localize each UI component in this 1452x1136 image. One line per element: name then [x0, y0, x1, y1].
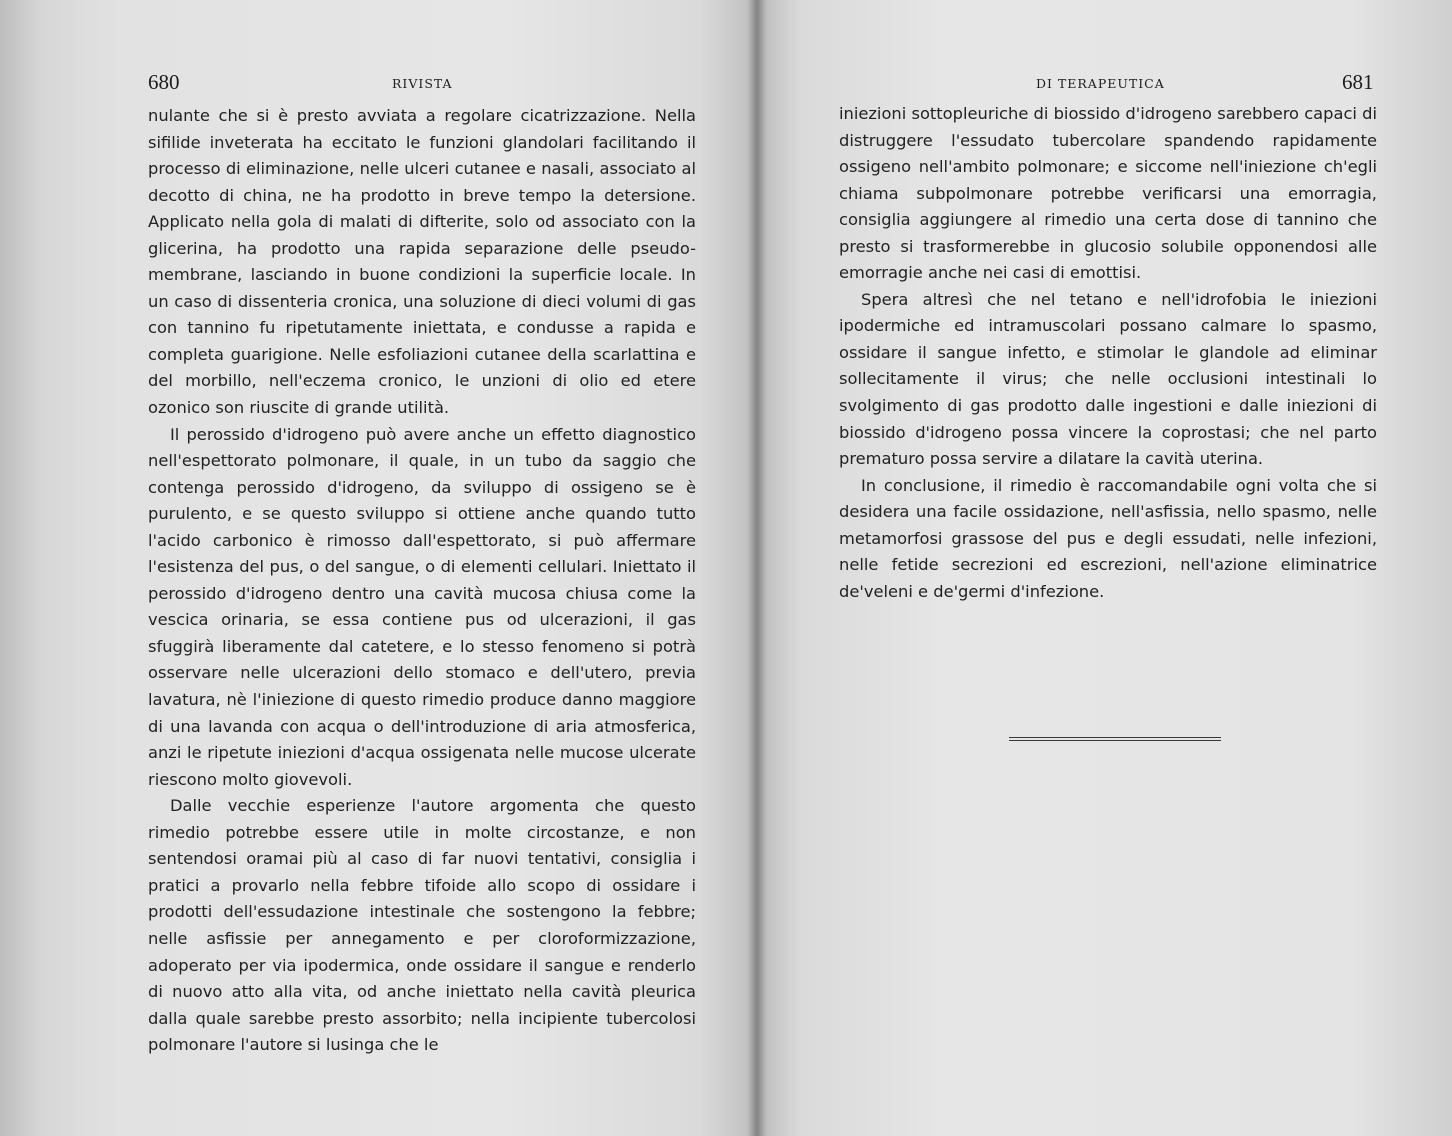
left-paragraph-3: Dalle vecchie esperienze l'autore argomenta che questo rimedio potrebbe essere utile in molte circostanze, e non sentendosi oramai più al caso di far nuovi tentativi, consiglia i pratici a provarlo nella febbre tifoide allo scopo di ossidare i prodotti dell'essudazione intestinale che sostengono la febbre; nelle asfissie per annegamento e per cloroformizzazione, adoperato per via ipodermica, onde ossidare il sangue e renderlo di nuovo atto alla vita, od anche iniettato nella cavità pleurica dalla quale sarebbe presto assorbito; nella incipiente tubercolosi polmonare l'autore si lusinga che le	[148, 796, 696, 1055]
right-page-number: 681	[1342, 70, 1374, 94]
right-running-head: DI TERAPEUTICA	[1036, 76, 1165, 91]
left-paragraph-2: Il perossido d'idrogeno può avere anche un effetto diagnostico nell'espettorato polmonare, il quale, in un tubo da saggio che contenga perossido d'idrogeno, da sviluppo di ossigeno se è purulento, e se questo sviluppo si ottiene anche quando tutto l'acido carbonico è rimosso dall'espettorato, si può affermare l'esistenza del pus, o del sangue, o di elementi cellulari. Iniettato il perossido d'idrogeno dentro una cavità mucosa chiusa come la vescica orinaria, se essa contiene pus od ulcerazioni, il gas sfuggirà liberamente dal catetere, e lo stesso fenomeno si potrà osservare nelle ulcerazioni dello stomaco e dell'utero, previa lavatura, nè l'iniezione di questo rimedio produce danno maggiore di una lavanda con acqua o dell'introduzione di aria atmosferica, anzi le ripetute iniezioni d'acqua ossigenata nelle mucose ulcerate riescono molto giovevoli.	[148, 424, 696, 789]
right-paragraph-2: Spera altresì che nel tetano e nell'idrofobia le iniezioni ipodermiche ed intramuscolari possano calmare lo spasmo, ossidare il sangue infetto, e stimolar le glandole ad eliminar sollecitamente il virus; che nelle occlusioni intestinali lo svolgimento di gas prodotto dalle ingestioni e dalle iniezioni di biossido d'idrogeno possa vincere la coprostasi; che nel parto prematuro possa servire a dilatare la cavità uterina.	[839, 289, 1377, 469]
right-body-text	[839, 101, 1377, 605]
right-paragraph-3: In conclusione, il rimedio è raccomandabile ogni volta che si desidera una facile ossidazione, nell'asfissia, nello spasmo, nelle metamorfosi grassose del pus e degli essudati, nelle infezioni, nelle fetide secrezioni ed escrezioni, nell'azione eliminatrice de'veleni e de'germi d'infezione.	[839, 475, 1377, 601]
left-running-head: RIVISTA	[392, 76, 453, 91]
left-page-number: 680	[148, 70, 180, 94]
end-section-rule	[1009, 737, 1221, 741]
right-page	[764, 0, 1452, 1136]
right-paragraph-1: iniezioni sottopleuriche di biossido d'idrogeno sarebbero capaci di distruggere l'essudato tubercolare spandendo rapidamente ossigeno nell'ambito polmonare; e siccome nell'iniezione ch'egli chiama subpolmonare potrebbe verificarsi una emorragia, consiglia aggiungere al rimedio una certa dose di tannino che presto si trasformerebbe in glucosio solubile opponendosi alle emorragie anche nei casi di emottisi.	[839, 104, 1377, 283]
left-paragraph-1: nulante che si è presto avviata a regolare cicatrizzazione. Nella sifilide inveterata ha eccitato le funzioni glandolari facilitando il processo di eliminazione, nelle ulceri cutanee e nasali, associato al decotto di china, ne ha prodotto in breve tempo la detersione. Applicato nella gola di malati di difterite, solo od associato con la glicerina, ha prodotto una rapida separazione delle pseudo-membrane, lasciando in buone condizioni la superficie locale. In un caso di dissenteria cronica, una soluzione di dieci volumi di gas con tannino fu ripetutamente iniettata, e condusse a rapida e completa guarigione. Nelle esfoliazioni cutanee della scarlattina e del morbillo, nell'eczema cronico, le unzioni di olio ed etere ozonico son riuscite di grande utilità.	[148, 106, 696, 418]
left-body-text	[148, 103, 696, 1059]
